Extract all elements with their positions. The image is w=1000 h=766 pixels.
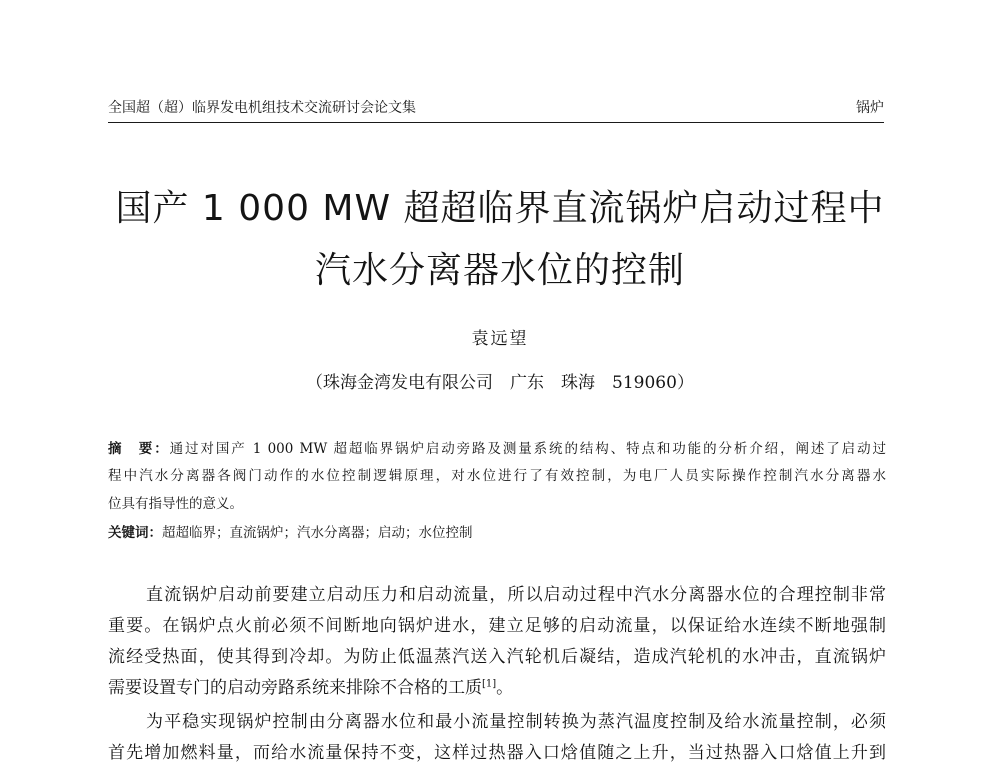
body-p1-line-1: 直流锅炉启动前要建立启动压力和启动流量，所以启动过程中汽水分离器水位的合理控制非常 [146, 585, 886, 605]
abstract-line-2: 程中汽水分离器各阀门动作的水位控制逻辑原理，对水位进行了有效控制，为电厂人员实际操作控制汽水分离器水 [108, 468, 886, 484]
section-label: 锅炉 [856, 100, 884, 116]
keywords [108, 522, 886, 544]
abstract-line-1 [108, 439, 886, 459]
paper-title [60, 178, 940, 302]
title-line-2: 汽水分离器水位的控制 [314, 250, 685, 291]
body-p2-line-2: 首先增加燃料量，而给水流量保持不变，这样过热器入口焓值随之上升，当过热器入口焓值上升到 [108, 743, 886, 763]
body-p1-line-4-text: 需要设置专门的启动旁路系统来排除不合格的工质 [108, 678, 482, 698]
body-p1-end: 。 [496, 678, 514, 698]
body-p1-line-4 [108, 675, 886, 701]
body-p1-line-3: 流经受热面，使其得到冷却。为防止低温蒸汽送入汽轮机后凝结，造成汽轮机的水冲击，直流锅炉 [108, 647, 886, 667]
body-p2-line-1: 为平稳实现锅炉控制由分离器水位和最小流量控制转换为蒸汽温度控制及给水流量控制，必须 [146, 712, 886, 732]
abstract-line-3: 位具有指导性的意义。 [108, 496, 243, 512]
body-p1-line-2: 重要。在锅炉点火前必须不间断地向锅炉进水，建立足够的启动流量，以保证给水连续不断地强制 [108, 616, 886, 636]
author-name: 袁远望 [471, 329, 529, 349]
proceedings-title: 全国超（超）临界发电机组技术交流研讨会论文集 [108, 100, 416, 116]
keywords-text: 超超临界；直流锅炉；汽水分离器；启动；水位控制 [162, 525, 473, 541]
abstract-text-1: 通过对国产 1 000 MW 超超临界锅炉启动旁路及测量系统的结构、特点和功能的分析介绍，阐述了启动过 [169, 441, 886, 457]
author-affiliation: （珠海金湾发电有限公司 广东 珠海 519060） [306, 373, 694, 393]
citation-ref: [1] [482, 678, 497, 690]
keywords-label: 关键词： [108, 525, 162, 541]
abstract-label: 摘 要： [108, 441, 170, 457]
running-header [108, 96, 884, 123]
title-line-1: 国产 1 000 MW 超超临界直流锅炉启动过程中 [115, 188, 885, 229]
